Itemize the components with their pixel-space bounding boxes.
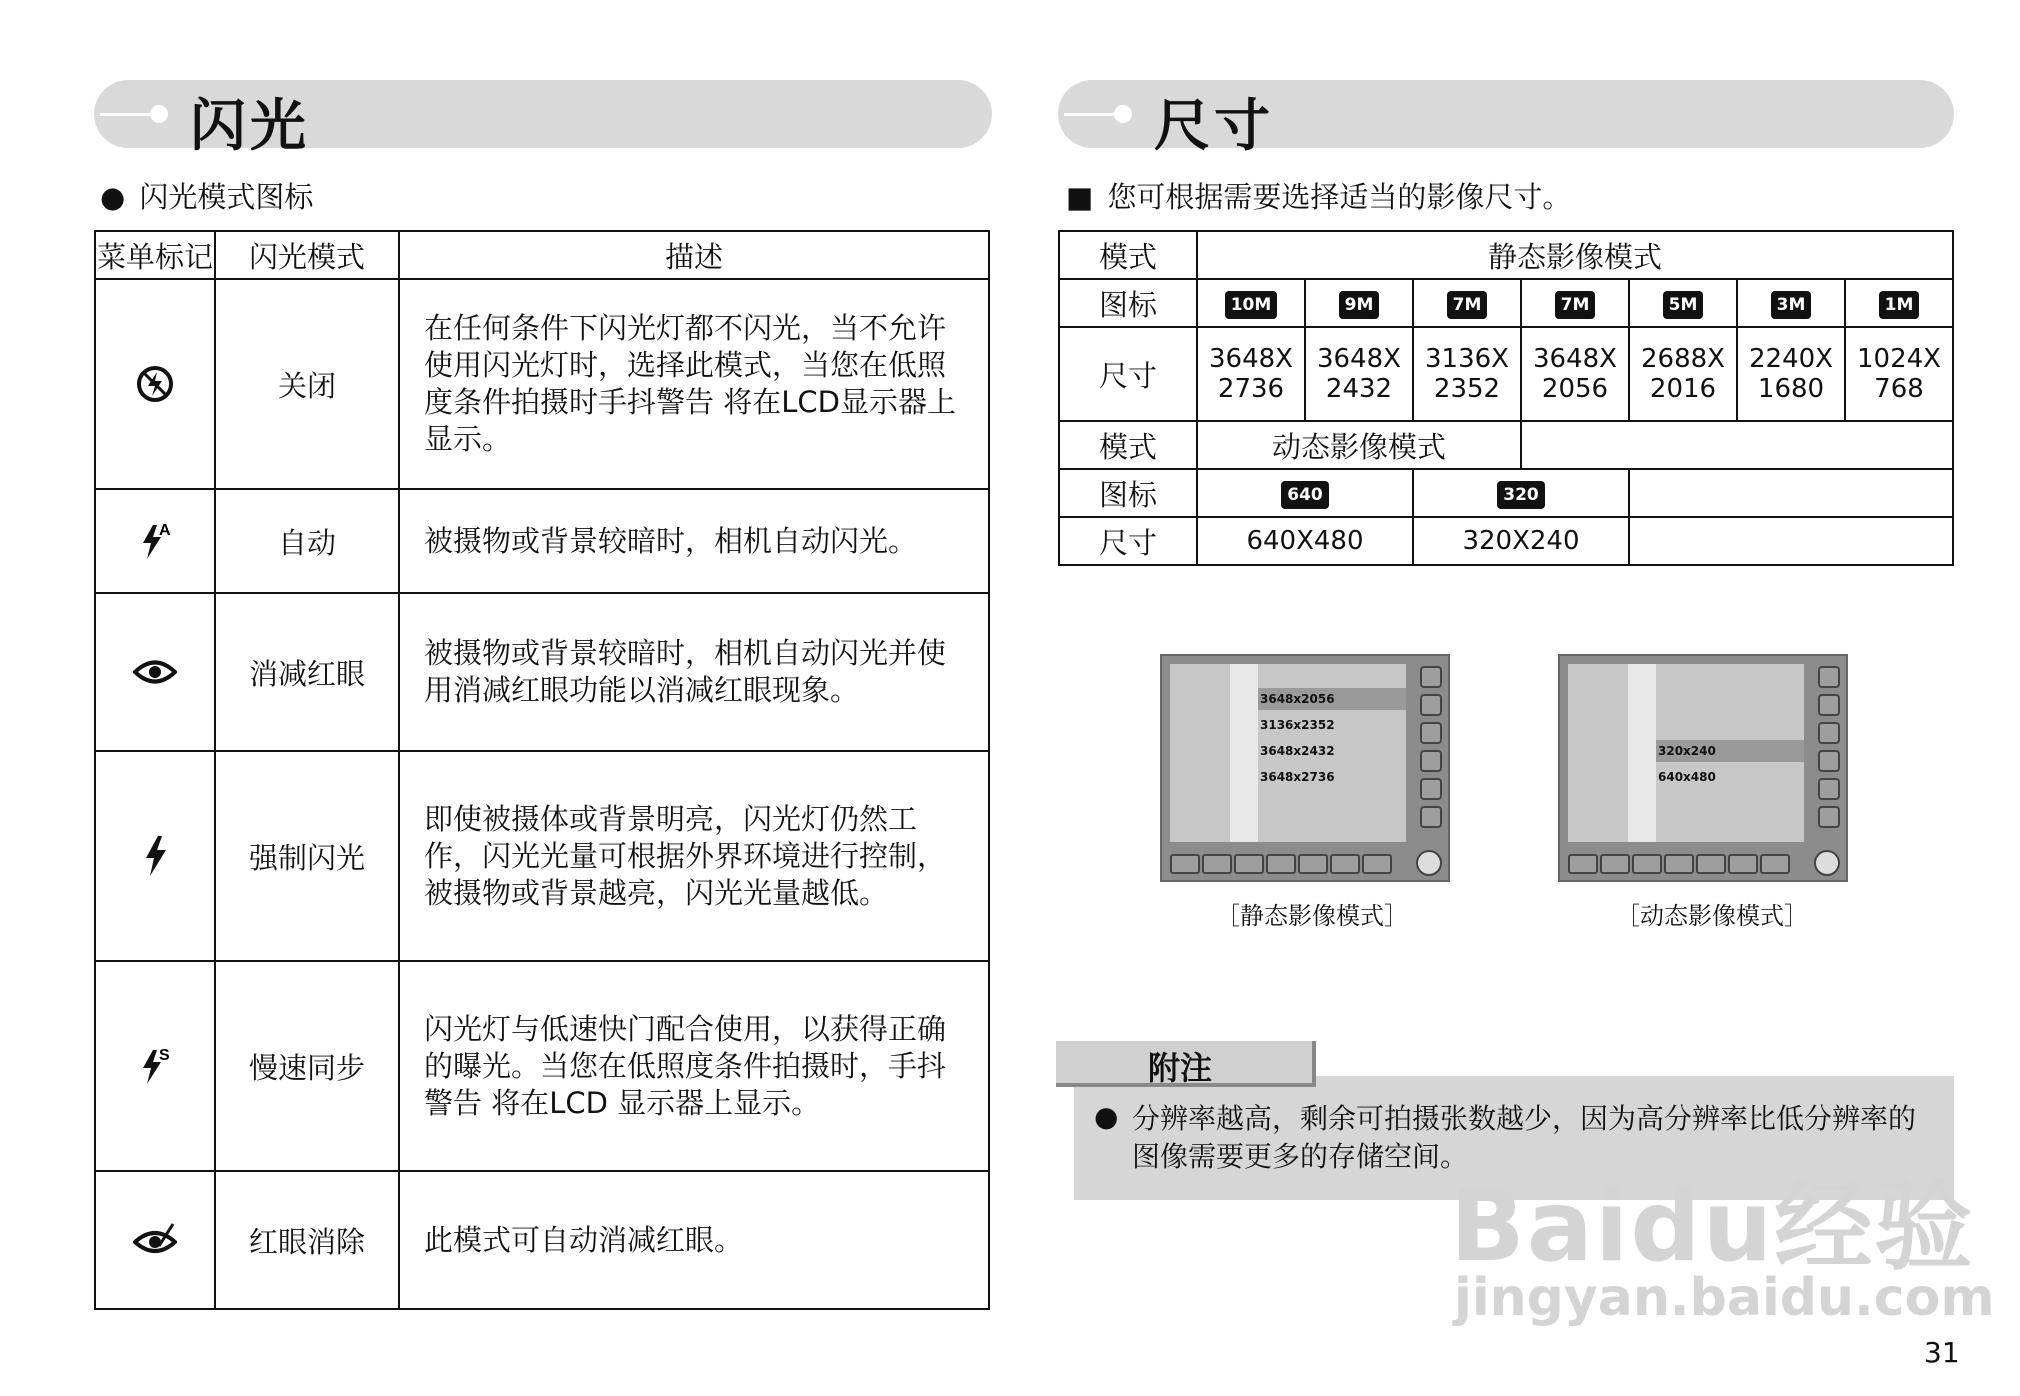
- size-7m-icon: 7M: [1413, 279, 1521, 327]
- page-title: 闪光: [190, 94, 310, 159]
- table-row: [95, 751, 989, 961]
- size-cell: 3648X 2056: [1521, 327, 1629, 421]
- table-row: [95, 279, 989, 489]
- bottom-button: [1266, 854, 1296, 874]
- note-text: 分辨率越高，剩余可拍摄张数越少，因为高分辨率比低分辨率的图像需要更多的存储空间。: [1132, 1102, 1917, 1173]
- bottom-button: [1362, 854, 1392, 874]
- side-button: [1420, 778, 1442, 800]
- size-320-icon: 320: [1413, 469, 1629, 517]
- watermark-url: jingyan.baidu.com: [1454, 1268, 1995, 1328]
- still-mode-screen: [1160, 654, 1450, 882]
- flash-mode-table: [94, 230, 990, 1310]
- size-1m-icon: 1M: [1845, 279, 1953, 327]
- mode-name: 红眼消除: [215, 1171, 399, 1309]
- mode-name: 自动: [215, 489, 399, 593]
- lcd-screen: [1568, 664, 1804, 842]
- menu-item: 3648x2736: [1260, 770, 1335, 784]
- flash-off-icon: [95, 279, 215, 489]
- table-header-row: [95, 231, 989, 279]
- mode-description: 闪光灯与低速快门配合使用，以获得正确的曝光。当您在低照度条件拍摄时，手抖警告 将在LCD 显示器上显示。: [399, 961, 989, 1171]
- svg-text:A: A: [159, 522, 171, 539]
- bottom-button: [1568, 854, 1598, 874]
- table-row: [95, 489, 989, 593]
- mode-name: 强制闪光: [215, 751, 399, 961]
- bottom-button: [1664, 854, 1694, 874]
- empty-cell: [1629, 517, 1953, 565]
- label-icon: 图标: [1059, 469, 1197, 517]
- header-flash-mode: 闪光模式: [215, 231, 399, 279]
- label-mode: 模式: [1059, 421, 1197, 469]
- side-button: [1818, 806, 1840, 828]
- side-button: [1420, 694, 1442, 716]
- banner-line: [100, 113, 156, 116]
- header-menu-mark: 菜单标记: [95, 231, 215, 279]
- menu-item: 3136x2352: [1260, 718, 1335, 732]
- table-row: [95, 1171, 989, 1309]
- size-cell: 3648X 2736: [1197, 327, 1305, 421]
- size-cell: 3136X 2352: [1413, 327, 1521, 421]
- side-button: [1420, 750, 1442, 772]
- play-icon: [1814, 850, 1840, 876]
- svg-text:S: S: [159, 1047, 170, 1064]
- size-cell: 640X480: [1197, 517, 1413, 565]
- size-cell: 320X240: [1413, 517, 1629, 565]
- size-10m-icon: 10M: [1197, 279, 1305, 327]
- page-title: 尺寸: [1154, 94, 1274, 159]
- table-row: [95, 593, 989, 751]
- red-eye-fix-icon: [95, 1171, 215, 1309]
- label-size: 尺寸: [1059, 517, 1197, 565]
- bottom-button: [1234, 854, 1264, 874]
- bottom-button: [1330, 854, 1360, 874]
- mode-name: 慢速同步: [215, 961, 399, 1171]
- size-title-banner: [1058, 80, 1954, 159]
- menu-item: 3648x2432: [1260, 744, 1335, 758]
- mode-name: 关闭: [215, 279, 399, 489]
- flash-auto-icon: [95, 489, 215, 593]
- menu-item: 320x240: [1658, 744, 1716, 758]
- empty-cell: [1521, 421, 1953, 469]
- size-cell: 2688X 2016: [1629, 327, 1737, 421]
- mode-name: 消减红眼: [215, 593, 399, 751]
- note-bullet: ●: [1094, 1100, 1119, 1133]
- bottom-button: [1632, 854, 1662, 874]
- note-title: 附注: [1148, 1049, 1213, 1087]
- side-button: [1818, 666, 1840, 688]
- movie-mode-name: 动态影像模式: [1197, 421, 1521, 469]
- size-cell: 3648X 2432: [1305, 327, 1413, 421]
- size-menu-strip: [1230, 664, 1258, 842]
- mode-description: 在任何条件下闪光灯都不闪光，当不允许使用闪光灯时，选择此模式，当您在低照度条件拍摄时手抖警告 将在LCD显示器上显示。: [399, 279, 989, 489]
- note-tab: [1056, 1041, 1316, 1087]
- bottom-button: [1298, 854, 1328, 874]
- bottom-button: [1728, 854, 1758, 874]
- label-mode: 模式: [1059, 231, 1197, 279]
- label-icon: 图标: [1059, 279, 1197, 327]
- movie-caption: ［动态影像模式］: [1616, 902, 1808, 930]
- play-icon: [1416, 850, 1442, 876]
- image-size-table: [1058, 230, 1954, 566]
- side-button: [1818, 750, 1840, 772]
- side-button: [1420, 722, 1442, 744]
- side-button: [1818, 694, 1840, 716]
- empty-cell: [1629, 469, 1953, 517]
- bottom-button: [1696, 854, 1726, 874]
- size-9m-icon: 9M: [1305, 279, 1413, 327]
- slow-sync-icon: [95, 961, 215, 1171]
- table-row: [95, 961, 989, 1171]
- side-button: [1818, 778, 1840, 800]
- size-5m-icon: 5M: [1629, 279, 1737, 327]
- movie-mode-screen: [1558, 654, 1848, 882]
- red-eye-reduction-icon: [95, 593, 215, 751]
- mode-description: 被摄物或背景较暗时，相机自动闪光并使用消减红眼功能以消减红眼现象。: [399, 593, 989, 751]
- size-subtitle: ■ 您可根据需要选择适当的影像尺寸。: [1066, 180, 1572, 214]
- watermark-brand: Baidu经验: [1450, 1170, 1975, 1284]
- menu-item: 640x480: [1658, 770, 1716, 784]
- banner-dot: [150, 105, 168, 123]
- bottom-button: [1600, 854, 1630, 874]
- size-cell: 2240X 1680: [1737, 327, 1845, 421]
- size-menu-strip: [1628, 664, 1656, 842]
- bottom-button: [1202, 854, 1232, 874]
- banner-dot: [1114, 105, 1132, 123]
- label-size: 尺寸: [1059, 327, 1197, 421]
- size-3m-icon: 3M: [1737, 279, 1845, 327]
- mode-description: 被摄物或背景较暗时，相机自动闪光。: [399, 489, 989, 593]
- side-button: [1420, 806, 1442, 828]
- flash-subtitle: ● 闪光模式图标: [100, 180, 314, 214]
- menu-item: 3648x2056: [1260, 692, 1335, 706]
- banner-line: [1064, 113, 1120, 116]
- flash-title-banner: [94, 80, 992, 159]
- still-caption: ［静态影像模式］: [1216, 902, 1408, 930]
- size-cell: 1024X 768: [1845, 327, 1953, 421]
- bottom-button: [1760, 854, 1790, 874]
- bottom-button: [1170, 854, 1200, 874]
- page-number: 31: [1924, 1336, 1960, 1369]
- still-mode-name: 静态影像模式: [1197, 231, 1953, 279]
- mode-description: 即使被摄体或背景明亮，闪光灯仍然工作，闪光光量可根据外界环境进行控制，被摄物或背景越亮，闪光光量越低。: [399, 751, 989, 961]
- side-button: [1818, 722, 1840, 744]
- size-7m-wide-icon: 7M: [1521, 279, 1629, 327]
- header-description: 描述: [399, 231, 989, 279]
- lcd-screen: [1170, 664, 1406, 842]
- fill-in-flash-icon: [95, 751, 215, 961]
- side-button: [1420, 666, 1442, 688]
- size-640-icon: 640: [1197, 469, 1413, 517]
- mode-description: 此模式可自动消减红眼。: [399, 1171, 989, 1309]
